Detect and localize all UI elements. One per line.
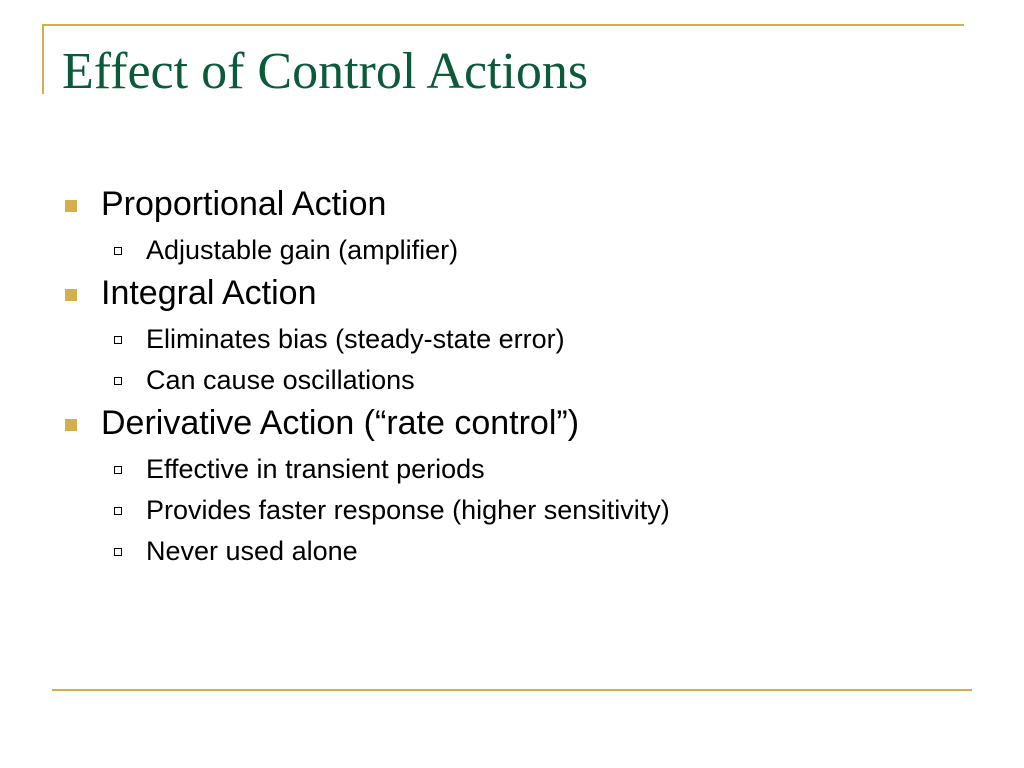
sub-bullet-text: Adjustable gain (amplifier) [146, 235, 459, 265]
bullet-text: Proportional Action [101, 185, 387, 223]
bullet-list [60, 180, 960, 570]
hollow-square-bullet-icon [114, 548, 122, 556]
bottom-divider [52, 689, 972, 691]
slide-title: Effect of Control Actions [62, 43, 589, 100]
bullet-item [60, 399, 960, 447]
bullet-item [60, 180, 960, 228]
hollow-square-bullet-icon [114, 336, 122, 344]
filled-square-bullet-icon [65, 289, 77, 301]
sub-bullet-text: Never used alone [146, 536, 358, 566]
bullet-text: Derivative Action (“rate control”) [101, 404, 580, 442]
filled-square-bullet-icon [65, 200, 77, 212]
bullet-item [60, 269, 960, 317]
sub-bullet-item [60, 447, 960, 488]
sub-bullet-item [60, 358, 960, 399]
sub-bullet-item [60, 317, 960, 358]
hollow-square-bullet-icon [114, 377, 122, 385]
bullet-text: Integral Action [101, 274, 317, 312]
hollow-square-bullet-icon [114, 466, 122, 474]
hollow-square-bullet-icon [114, 507, 122, 515]
sub-bullet-item [60, 488, 960, 529]
hollow-square-bullet-icon [114, 247, 122, 255]
filled-square-bullet-icon [65, 419, 77, 431]
sub-bullet-text: Can cause oscillations [146, 365, 415, 395]
sub-bullet-text: Effective in transient periods [146, 454, 485, 484]
sub-bullet-item [60, 228, 960, 269]
left-divider [42, 24, 44, 94]
sub-bullet-text: Provides faster response (higher sensitivity) [146, 495, 670, 525]
sub-bullet-item [60, 529, 960, 570]
sub-bullet-text: Eliminates bias (steady-state error) [146, 324, 565, 354]
top-divider [42, 24, 964, 26]
